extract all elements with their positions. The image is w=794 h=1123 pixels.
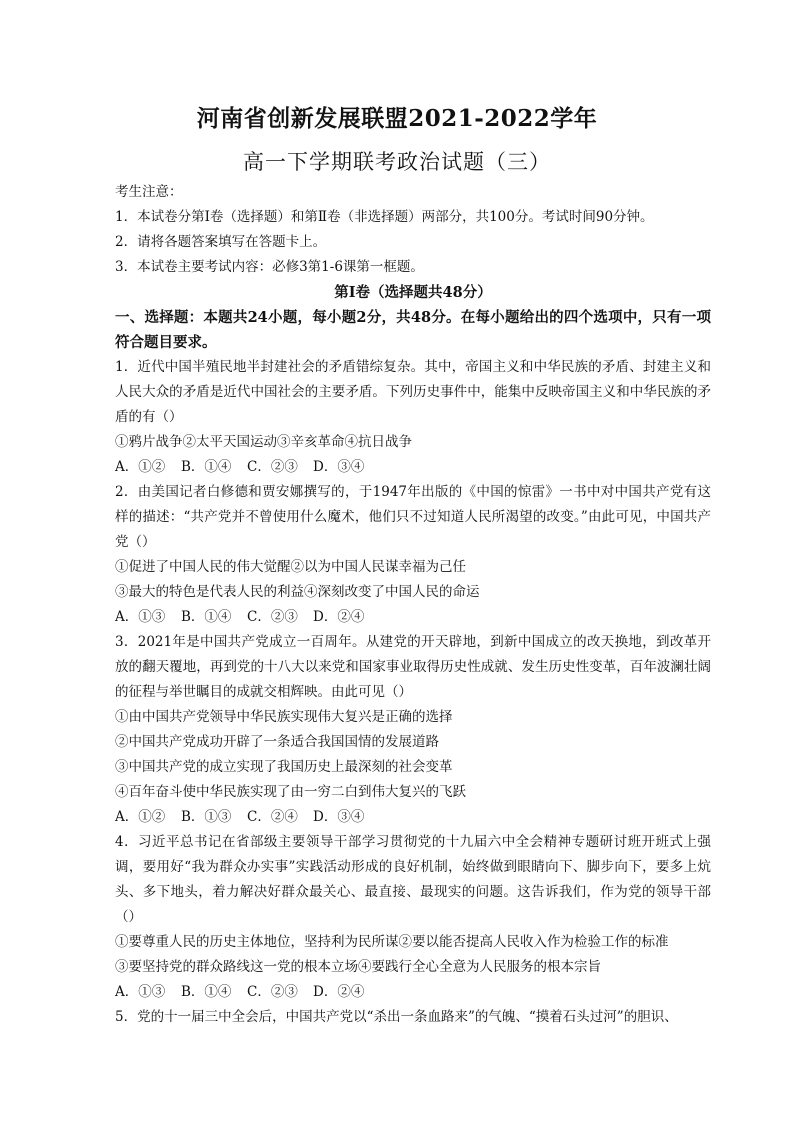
exam-content <box>115 180 711 1030</box>
choice-d: D．③④ <box>313 809 365 825</box>
question <box>115 1005 711 1030</box>
answer-choices <box>115 980 711 1005</box>
question-items: ①促进了中国人民的伟大觉醒②以为中国人民谋幸福为己任 <box>115 559 466 575</box>
question <box>115 355 711 480</box>
section-title: 第Ⅰ卷（选择题共48分） <box>334 284 492 301</box>
question-stem: 2．由美国记者白修德和贾安娜撰写的，于1947年出版的《中国的惊雷》一书中对中国共产党有这样的描述：“共产党并不曾使用什么魔术，他们只不过知道人民所渴望的改变。”由此可见，中国共产党（） <box>115 484 711 550</box>
question-items: ③中国共产党的成立实现了我国历史上最深刻的社会变革 <box>115 759 453 775</box>
choice-a: A．①② <box>115 459 166 475</box>
choice-a: A．①③ <box>115 984 166 1000</box>
choice-c: C．②④ <box>247 809 298 825</box>
question-stem: 5．党的十一届三中全会后，中国共产党以“杀出一条血路来”的气魄、“摸着石头过河”的胆识、 <box>115 1009 678 1025</box>
question-items: ③最大的特色是代表人民的利益④深刻改变了中国人民的命运 <box>115 584 480 600</box>
choice-d: D．②④ <box>313 609 365 625</box>
exam-title: 河南省创新发展联盟2021-2022学年 <box>196 105 598 132</box>
choice-c: C．②③ <box>247 984 298 1000</box>
choice-a: A．①② <box>115 809 166 825</box>
question-items: ①鸦片战争②太平天国运动③辛亥革命④抗日战争 <box>115 434 412 450</box>
answer-choices <box>115 805 711 830</box>
question-stem: 3．2021年是中国共产党成立一百周年。从建党的开天辟地，到新中国成立的改天换地，到改革开放的翻天覆地，再到党的十八大以来党和国家事业取得历史性成就、发生历史性变革，百年波澜壮阔的征程与举世瞩目的成就交相辉映。由此可见（） <box>115 634 711 700</box>
notice-item: 2．请将各题答案填写在答题卡上。 <box>115 234 327 250</box>
choice-b: B．①④ <box>181 984 232 1000</box>
question-items: ②中国共产党成功开辟了一条适合我国国情的发展道路 <box>115 734 439 750</box>
choice-c: C．②③ <box>247 609 298 625</box>
question-stem: 1．近代中国半殖民地半封建社会的矛盾错综复杂。其中，帝国主义和中华民族的矛盾、封建主义和人民大众的矛盾是近代中国社会的主要矛盾。下列历史事件中，能集中反映帝国主义和中华民族的矛盾的有（） <box>115 359 711 425</box>
question <box>115 630 711 830</box>
part-instructions: 一、选择题：本题共24小题，每小题2分，共48分。在每小题给出的四个选项中，只有一项符合题目要求。 <box>115 309 711 351</box>
question-items: ①由中国共产党领导中华民族实现伟大复兴是正确的选择 <box>115 709 453 725</box>
question-stem: 4．习近平总书记在省部级主要领导干部学习贯彻党的十九届六中全会精神专题研讨班开班式上强调，要用好“我为群众办实事”实践活动形成的良好机制，始终做到眼睛向下、脚步向下，要多上炕头、多下地头，着力解决好群众最关心、最直接、最现实的问题。这告诉我们，作为党的领导干部（） <box>115 834 711 925</box>
choice-d: D．②④ <box>313 984 365 1000</box>
notice-heading: 考生注意： <box>115 184 183 200</box>
answer-choices <box>115 455 711 480</box>
question <box>115 480 711 630</box>
question-items: ①要尊重人民的历史主体地位，坚持利为民所谋②要以能否提高人民收入作为检验工作的标准 <box>115 934 669 950</box>
choice-d: D．③④ <box>313 459 365 475</box>
notice-item: 3．本试卷主要考试内容：必修3第1-6课第一框题。 <box>115 259 424 275</box>
answer-choices <box>115 605 711 630</box>
choice-c: C．②③ <box>247 459 298 475</box>
question-items: ④百年奋斗使中华民族实现了由一穷二白到伟大复兴的飞跃 <box>115 784 466 800</box>
choice-a: A．①③ <box>115 609 166 625</box>
choice-b: B．①③ <box>181 809 232 825</box>
notice-item: 1．本试卷分第Ⅰ卷（选择题）和第Ⅱ卷（非选择题）两部分，共100分。考试时间90分钟。 <box>115 209 654 225</box>
question-items: ③要坚持党的群众路线这一党的根本立场④要践行全心全意为人民服务的根本宗旨 <box>115 959 601 975</box>
exam-subtitle: 高一下学期联考政治试题（三） <box>243 150 551 174</box>
choice-b: B．①④ <box>181 459 232 475</box>
choice-b: B．①④ <box>181 609 232 625</box>
question <box>115 830 711 1005</box>
